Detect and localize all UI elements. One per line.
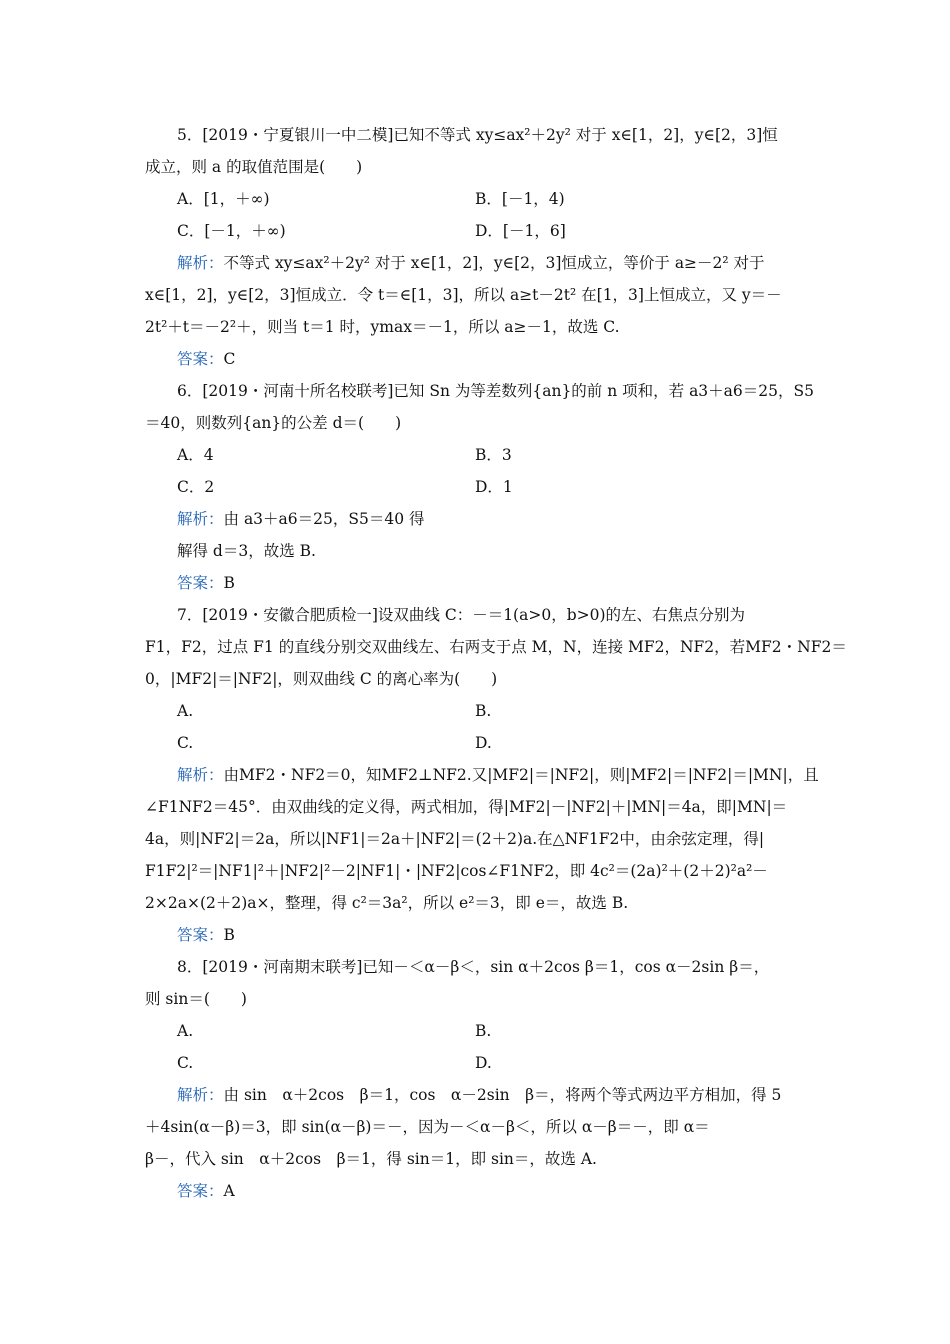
- q5-answer: C: [223, 350, 236, 368]
- q5-option-b: B．[－1，4): [475, 190, 565, 208]
- q8-stem-line-1: 8．[2019・河南期末联考]已知－＜α－β＜，sin α＋2cos β＝1，cos α－2sin β＝，: [177, 958, 770, 976]
- q8-answer: A: [223, 1182, 235, 1200]
- q6-analysis-line-2: 解得 d＝3，故选 B.: [177, 542, 316, 560]
- q6-answer-line: [177, 572, 847, 594]
- q5-answer-line: [177, 348, 847, 370]
- q7-option-a: A.: [177, 702, 194, 720]
- q8-option-c: C.: [177, 1054, 194, 1072]
- q5-options-row-2: [177, 220, 847, 242]
- q6-analysis-line-1: [177, 508, 847, 530]
- q5-analysis-line-3: 2t²＋t＝－2²＋，则当 t＝1 时，ymax＝－1，所以 a≥－1，故选 C.: [145, 318, 620, 336]
- q6-options-row-2: [177, 476, 847, 498]
- q7-stem-line-1: 7．[2019・安徽合肥质检一]设双曲线 C：－＝1(a>0，b>0)的左、右焦点分别为: [177, 606, 746, 624]
- q6-option-a: A．4: [177, 446, 214, 464]
- q8-options-row-1: [177, 1020, 847, 1042]
- q8-analysis-line-2: ＋4sin(α－β)＝3，即 sin(α－β)＝－，因为－＜α－β＜，所以 α－β＝－，即 α＝: [145, 1118, 710, 1136]
- q8-option-a: A.: [177, 1022, 194, 1040]
- q8-analysis-text-1: 由 sin α＋2cos β＝1，cos α－2sin β＝，将两个等式两边平方相加，得 5: [223, 1086, 782, 1104]
- q7-analysis-line-2: ∠F1NF2＝45°．由双曲线的定义得，两式相加，得|MF2|－|NF2|＋|MN|＝4a，即|MN|＝: [145, 798, 788, 816]
- q8-option-d: D.: [475, 1054, 492, 1072]
- q5-option-c: C．[－1，＋∞): [177, 222, 286, 240]
- q6-answer-label: 答案：: [177, 574, 224, 592]
- q6-stem-line-1: 6．[2019・河南十所名校联考]已知 Sn 为等差数列{an}的前 n 项和，若 a3＋a6＝25，S5: [177, 382, 814, 400]
- q7-answer: B: [223, 926, 235, 944]
- q6-analysis-label: 解析：: [177, 510, 224, 528]
- q5-option-d: D．[－1，6]: [475, 222, 566, 240]
- q7-analysis-line-3: 4a，则|NF2|＝2a，所以|NF1|＝2a＋|NF2|＝(2＋2)a.在△NF1F2中，由余弦定理，得|: [145, 830, 765, 848]
- q7-analysis-line-4: F1F2|²＝|NF1|²＋|NF2|²－2|NF1|・|NF2|cos∠F1NF2，即 4c²＝(2a)²＋(2＋2)²a²－: [145, 862, 768, 880]
- q6-stem-line-2: ＝40，则数列{an}的公差 d＝( ): [145, 414, 402, 432]
- q5-option-a: A．[1，＋∞): [177, 190, 270, 208]
- q5-analysis-line-1: [177, 252, 847, 274]
- q6-options-row-1: [177, 444, 847, 466]
- q5-answer-label: 答案：: [177, 350, 224, 368]
- q6-option-c: C．2: [177, 478, 215, 496]
- q6-answer: B: [223, 574, 235, 592]
- q7-stem-line-3: 0，|MF2|＝|NF2|，则双曲线 C 的离心率为( ): [145, 670, 498, 688]
- q5-analysis-text-1: 不等式 xy≤ax²＋2y² 对于 x∈[1，2]，y∈[2，3]恒成立，等价于 a≥－2² 对于: [223, 254, 765, 272]
- q6-option-b: B．3: [475, 446, 512, 464]
- q5-stem-line-1: 5．[2019・宁夏银川一中二模]已知不等式 xy≤ax²＋2y² 对于 x∈[1，2]，y∈[2，3]恒: [177, 126, 778, 144]
- q7-options-row-1: [177, 700, 847, 722]
- q7-stem-line-2: F1，F2，过点 F1 的直线分别交双曲线左、右两支于点 M，N，连接 MF2，NF2，若MF2・NF2＝: [145, 638, 847, 656]
- q7-options-row-2: [177, 732, 847, 754]
- q8-analysis-line-1: [177, 1084, 847, 1106]
- q8-option-b: B.: [475, 1022, 492, 1040]
- q7-option-c: C.: [177, 734, 194, 752]
- q7-answer-line: [177, 924, 847, 946]
- q7-option-d: D.: [475, 734, 492, 752]
- q8-stem-line-2: 则 sin＝( ): [145, 990, 247, 1008]
- q6-option-d: D．1: [475, 478, 513, 496]
- q8-answer-line: [177, 1180, 847, 1202]
- q8-answer-label: 答案：: [177, 1182, 224, 1200]
- q7-answer-label: 答案：: [177, 926, 224, 944]
- q8-options-row-2: [177, 1052, 847, 1074]
- q8-analysis-line-3: β－，代入 sin α＋2cos β＝1，得 sin＝1，即 sin＝，故选 A.: [145, 1150, 597, 1168]
- q7-analysis-text-1: 由MF2・NF2＝0，知MF2⊥NF2.又|MF2|＝|NF2|，则|MF2|＝|NF2|＝|MN|，且: [223, 766, 819, 784]
- q7-analysis-line-1: [177, 764, 847, 786]
- q7-option-b: B.: [475, 702, 492, 720]
- q5-analysis-label: 解析：: [177, 254, 224, 272]
- q5-options-row-1: [177, 188, 847, 210]
- q7-analysis-line-5: 2×2a×(2＋2)a×，整理，得 c²＝3a²，所以 e²＝3，即 e＝，故选 B.: [145, 894, 629, 912]
- q8-analysis-label: 解析：: [177, 1086, 224, 1104]
- q6-analysis-text-1: 由 a3＋a6＝25，S5＝40 得: [223, 510, 425, 528]
- q5-stem-line-2: 成立，则 a 的取值范围是( ): [145, 158, 363, 176]
- q5-analysis-line-2: x∈[1，2]，y∈[2，3]恒成立．令 t＝∈[1，3]，所以 a≥t－2t² 在[1，3]上恒成立，又 y＝－: [145, 286, 782, 304]
- q7-analysis-label: 解析：: [177, 766, 224, 784]
